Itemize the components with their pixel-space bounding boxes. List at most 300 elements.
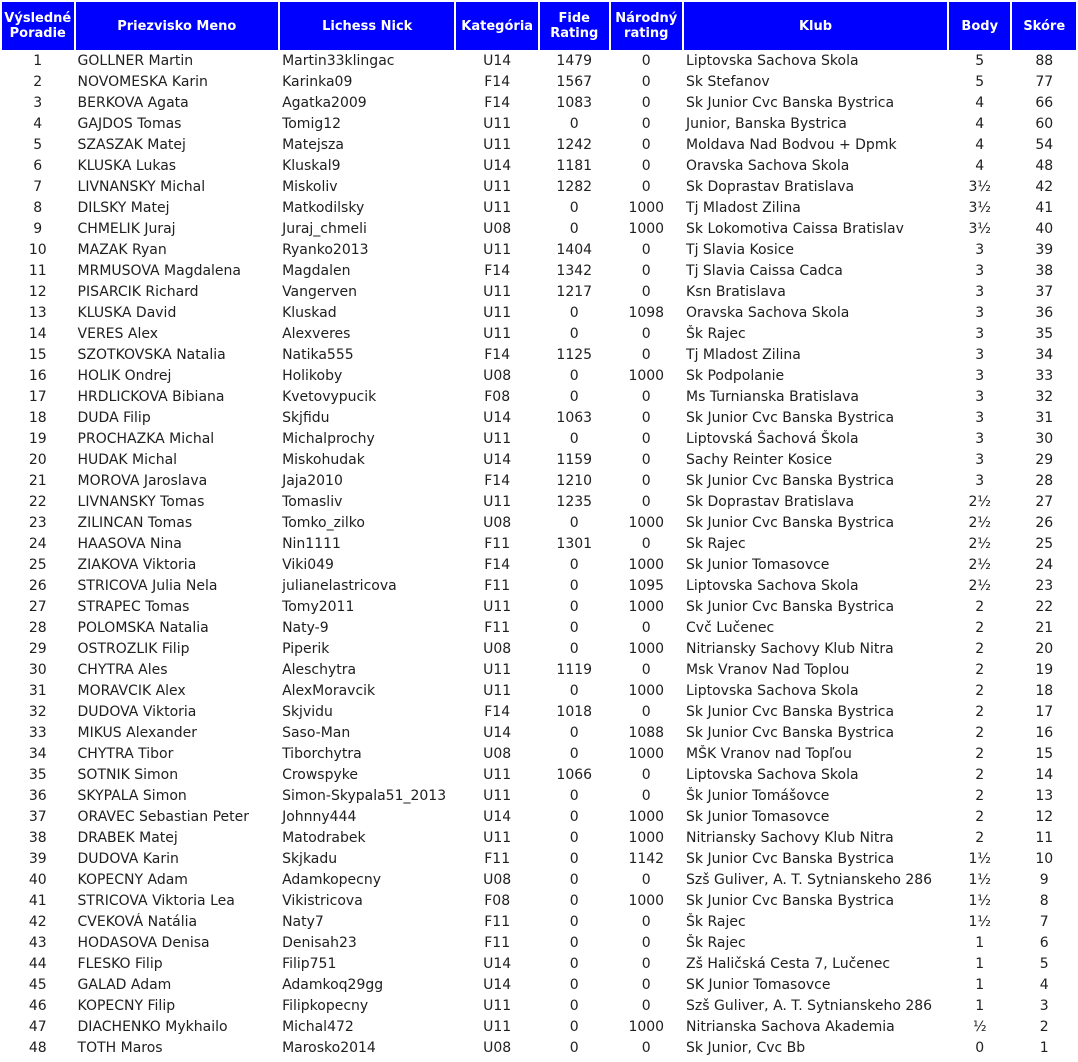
cell-points: 2½ — [968, 515, 991, 531]
cell-category: F11 — [484, 914, 511, 930]
cell-national-rating: 1000 — [628, 221, 665, 237]
cell-lichess-nick: Kvetovypucik — [282, 389, 377, 405]
cell-score: 27 — [1035, 494, 1054, 510]
table-row — [2, 892, 1076, 911]
cell-rank: 31 — [28, 683, 47, 699]
cell-player-name: KLUSKA Lukas — [77, 158, 177, 174]
cell-category: U14 — [483, 158, 512, 174]
cell-rank: 9 — [33, 221, 43, 237]
cell-national-rating: 0 — [641, 788, 651, 804]
cell-player-name: HAASOVA Nina — [77, 536, 182, 552]
cell-club: Sk Junior Tomasovce — [686, 557, 830, 573]
cell-category: U08 — [483, 641, 512, 657]
cell-club: Sk Doprastav Bratislava — [686, 494, 855, 510]
header-row — [2, 2, 1076, 50]
table-row — [2, 220, 1076, 239]
cell-category: F14 — [484, 347, 511, 363]
cell-category: U11 — [483, 1019, 512, 1035]
cell-category: U11 — [483, 788, 512, 804]
cell-club: Sachy Reinter Kosice — [686, 452, 833, 468]
cell-category: U14 — [483, 725, 512, 741]
cell-score: 48 — [1035, 158, 1054, 174]
cell-score: 6 — [1039, 935, 1049, 951]
cell-score: 37 — [1035, 284, 1054, 300]
cell-national-rating: 0 — [641, 326, 651, 342]
cell-fide-rating: 0 — [569, 788, 579, 804]
cell-points: 4 — [975, 158, 985, 174]
table-row — [2, 976, 1076, 995]
cell-fide-rating: 1301 — [556, 536, 593, 552]
table-row — [2, 955, 1076, 974]
cell-score: 4 — [1039, 977, 1049, 993]
cell-category: U14 — [483, 53, 512, 69]
cell-national-rating: 0 — [641, 116, 651, 132]
cell-lichess-nick: Skjvidu — [282, 704, 333, 720]
cell-fide-rating: 0 — [569, 389, 579, 405]
cell-score: 34 — [1035, 347, 1054, 363]
cell-club: Šk Junior Tomášovce — [686, 788, 830, 804]
cell-rank: 22 — [28, 494, 47, 510]
cell-rank: 28 — [28, 620, 47, 636]
cell-lichess-nick: Alexveres — [282, 326, 351, 342]
cell-fide-rating: 0 — [569, 116, 579, 132]
cell-rank: 11 — [28, 263, 47, 279]
cell-player-name: DIACHENKO Mykhailo — [77, 1019, 228, 1035]
cell-fide-rating: 0 — [569, 305, 579, 321]
cell-player-name: FLESKO Filip — [77, 956, 163, 972]
table-row — [2, 640, 1076, 659]
table-row — [2, 703, 1076, 722]
cell-rank: 19 — [28, 431, 47, 447]
cell-lichess-nick: Vikistricova — [282, 893, 363, 909]
cell-rank: 15 — [28, 347, 47, 363]
cell-club: Cvč Lučenec — [686, 620, 775, 636]
cell-rank: 6 — [33, 158, 43, 174]
table-row — [2, 913, 1076, 932]
cell-lichess-nick: Skjfidu — [282, 410, 330, 426]
cell-score: 23 — [1035, 578, 1054, 594]
cell-player-name: HUDAK Michal — [77, 452, 178, 468]
cell-national-rating: 0 — [641, 872, 651, 888]
cell-club: Tj Slavia Kosice — [686, 242, 795, 258]
cell-score: 25 — [1035, 536, 1054, 552]
cell-points: 3½ — [968, 221, 991, 237]
cell-lichess-nick: Simon-Skypala51_2013 — [282, 788, 447, 804]
cell-national-rating: 0 — [641, 389, 651, 405]
cell-rank: 36 — [28, 788, 47, 804]
cell-fide-rating: 0 — [569, 515, 579, 531]
cell-national-rating: 0 — [641, 242, 651, 258]
cell-player-name: STRICOVA Julia Nela — [77, 578, 218, 594]
cell-national-rating: 1000 — [628, 683, 665, 699]
cell-score: 28 — [1035, 473, 1054, 489]
cell-score: 30 — [1035, 431, 1054, 447]
cell-national-rating: 1000 — [628, 200, 665, 216]
cell-category: F14 — [484, 74, 511, 90]
cell-fide-rating: 1083 — [556, 95, 593, 111]
cell-points: 1 — [975, 977, 985, 993]
cell-lichess-nick: Piperik — [282, 641, 330, 657]
cell-rank: 5 — [33, 137, 43, 153]
table-row — [2, 535, 1076, 554]
cell-lichess-nick: Tomy2011 — [282, 599, 355, 615]
cell-lichess-nick: Michalprochy — [282, 431, 375, 447]
cell-category: U11 — [483, 830, 512, 846]
cell-score: 22 — [1035, 599, 1054, 615]
table-row — [2, 850, 1076, 869]
cell-category: U14 — [483, 956, 512, 972]
cell-rank: 27 — [28, 599, 47, 615]
cell-points: 2 — [975, 704, 985, 720]
cell-rank: 16 — [28, 368, 47, 384]
cell-club: Sk Junior Cvc Banska Bystrica — [686, 515, 895, 531]
table-row — [2, 199, 1076, 218]
table-row — [2, 1018, 1076, 1037]
cell-points: 3 — [975, 284, 985, 300]
header-fide-rating: Fide Rating — [540, 2, 609, 50]
cell-player-name: TOTH Maros — [77, 1040, 163, 1056]
cell-fide-rating: 1404 — [556, 242, 593, 258]
cell-rank: 44 — [28, 956, 47, 972]
cell-fide-rating: 0 — [569, 368, 579, 384]
cell-points: 2 — [975, 830, 985, 846]
cell-category: U11 — [483, 242, 512, 258]
table-row — [2, 430, 1076, 449]
cell-category: F08 — [484, 389, 511, 405]
cell-fide-rating: 0 — [569, 641, 579, 657]
cell-fide-rating: 1063 — [556, 410, 593, 426]
cell-player-name: MAZAK Ryan — [77, 242, 167, 258]
cell-points: 2½ — [968, 536, 991, 552]
header-rank: Výsledné Poradie — [2, 2, 74, 50]
cell-points: 4 — [975, 116, 985, 132]
cell-lichess-nick: Aleschytra — [282, 662, 357, 678]
cell-score: 20 — [1035, 641, 1054, 657]
cell-lichess-nick: Miskoliv — [282, 179, 338, 195]
cell-rank: 33 — [28, 725, 47, 741]
cell-player-name: ZILINCAN Tomas — [77, 515, 193, 531]
cell-rank: 35 — [28, 767, 47, 783]
cell-club: Liptovska Sachova Skola — [686, 578, 859, 594]
cell-rank: 43 — [28, 935, 47, 951]
cell-fide-rating: 0 — [569, 830, 579, 846]
cell-points: ½ — [972, 1019, 987, 1035]
cell-fide-rating: 1217 — [556, 284, 593, 300]
table-header — [2, 2, 1076, 50]
table-row — [2, 787, 1076, 806]
cell-score: 36 — [1035, 305, 1054, 321]
cell-points: 0 — [975, 1040, 985, 1056]
cell-player-name: PISARCIK Richard — [77, 284, 199, 300]
cell-category: U11 — [483, 431, 512, 447]
cell-category: U11 — [483, 599, 512, 615]
cell-lichess-nick: AlexMoravcik — [282, 683, 376, 699]
cell-points: 1 — [975, 935, 985, 951]
table-row — [2, 157, 1076, 176]
cell-category: U11 — [483, 116, 512, 132]
table-row — [2, 577, 1076, 596]
cell-category: U11 — [483, 662, 512, 678]
cell-points: 3 — [975, 368, 985, 384]
cell-player-name: GOLLNER Martin — [77, 53, 194, 69]
cell-fide-rating: 0 — [569, 893, 579, 909]
table-row — [2, 472, 1076, 491]
cell-score: 17 — [1035, 704, 1054, 720]
table-row — [2, 52, 1076, 71]
cell-lichess-nick: Filipkopecny — [282, 998, 369, 1014]
cell-category: U11 — [483, 767, 512, 783]
cell-score: 41 — [1035, 200, 1054, 216]
cell-points: 2 — [975, 683, 985, 699]
cell-fide-rating: 0 — [569, 746, 579, 762]
cell-category: U11 — [483, 998, 512, 1014]
cell-fide-rating: 1125 — [556, 347, 593, 363]
cell-club: Szš Guliver, A. T. Sytnianskeho 286 — [686, 998, 933, 1014]
cell-lichess-nick: Tiborchytra — [282, 746, 362, 762]
table-row — [2, 556, 1076, 575]
cell-national-rating: 0 — [641, 473, 651, 489]
cell-category: F11 — [484, 935, 511, 951]
cell-club: Sk Rajec — [686, 536, 746, 552]
cell-player-name: KOPECNY Filip — [77, 998, 176, 1014]
cell-rank: 25 — [28, 557, 47, 573]
cell-national-rating: 0 — [641, 137, 651, 153]
cell-score: 18 — [1035, 683, 1054, 699]
cell-fide-rating: 0 — [569, 914, 579, 930]
header-nick: Lichess Nick — [280, 2, 454, 50]
cell-player-name: DILSKY Matej — [77, 200, 170, 216]
cell-fide-rating: 1018 — [556, 704, 593, 720]
cell-national-rating: 0 — [641, 536, 651, 552]
cell-rank: 41 — [28, 893, 47, 909]
cell-category: U11 — [483, 200, 512, 216]
cell-national-rating: 0 — [641, 284, 651, 300]
cell-points: 1½ — [968, 872, 991, 888]
cell-score: 12 — [1035, 809, 1054, 825]
cell-fide-rating: 0 — [569, 326, 579, 342]
cell-points: 3 — [975, 410, 985, 426]
cell-club: Šk Rajec — [686, 326, 746, 342]
cell-score: 60 — [1035, 116, 1054, 132]
cell-club: MŠK Vranov nad Topľou — [686, 746, 852, 762]
cell-points: 1½ — [968, 851, 991, 867]
cell-points: 2½ — [968, 557, 991, 573]
cell-club: Tj Mladost Zilina — [686, 200, 801, 216]
cell-lichess-nick: Tomasliv — [282, 494, 343, 510]
table-row — [2, 325, 1076, 344]
table-row — [2, 871, 1076, 890]
cell-rank: 46 — [28, 998, 47, 1014]
cell-fide-rating: 0 — [569, 620, 579, 636]
cell-fide-rating: 0 — [569, 221, 579, 237]
table-row — [2, 934, 1076, 953]
cell-fide-rating: 0 — [569, 935, 579, 951]
cell-score: 66 — [1035, 95, 1054, 111]
cell-player-name: CHYTRA Tibor — [77, 746, 174, 762]
cell-score: 3 — [1039, 998, 1049, 1014]
cell-lichess-nick: Naty-9 — [282, 620, 329, 636]
header-score: Skóre — [1012, 2, 1076, 50]
cell-national-rating: 1000 — [628, 809, 665, 825]
cell-club: Nitriansky Sachovy Klub Nitra — [686, 830, 894, 846]
table-row — [2, 367, 1076, 386]
table-row — [2, 346, 1076, 365]
cell-points: 2 — [975, 788, 985, 804]
cell-rank: 30 — [28, 662, 47, 678]
cell-fide-rating: 0 — [569, 809, 579, 825]
cell-category: U14 — [483, 809, 512, 825]
cell-club: Liptovska Sachova Skola — [686, 683, 859, 699]
cell-score: 21 — [1035, 620, 1054, 636]
cell-club: Msk Vranov Nad Toplou — [686, 662, 850, 678]
cell-fide-rating: 1479 — [556, 53, 593, 69]
cell-national-rating: 1098 — [628, 305, 665, 321]
cell-player-name: DUDOVA Viktoria — [77, 704, 197, 720]
cell-category: F11 — [484, 536, 511, 552]
cell-category: U14 — [483, 410, 512, 426]
cell-player-name: SZASZAK Matej — [77, 137, 186, 153]
cell-category: U08 — [483, 1040, 512, 1056]
cell-club: Sk Podpolanie — [686, 368, 785, 384]
table-row — [2, 997, 1076, 1016]
cell-club: Liptovska Sachova Skola — [686, 53, 859, 69]
cell-fide-rating: 1567 — [556, 74, 593, 90]
cell-category: U08 — [483, 515, 512, 531]
table-row — [2, 94, 1076, 113]
cell-rank: 4 — [33, 116, 43, 132]
cell-player-name: LIVNANSKY Tomas — [77, 494, 205, 510]
cell-fide-rating: 0 — [569, 599, 579, 615]
table-row — [2, 619, 1076, 638]
cell-rank: 29 — [28, 641, 47, 657]
cell-club: Tj Mladost Zilina — [686, 347, 801, 363]
cell-club: Sk Junior Cvc Banska Bystrica — [686, 473, 895, 489]
cell-score: 38 — [1035, 263, 1054, 279]
cell-score: 10 — [1035, 851, 1054, 867]
table-row — [2, 661, 1076, 680]
cell-player-name: SOTNIK Simon — [77, 767, 179, 783]
cell-score: 14 — [1035, 767, 1054, 783]
cell-fide-rating: 0 — [569, 683, 579, 699]
table-row — [2, 304, 1076, 323]
cell-national-rating: 0 — [641, 74, 651, 90]
table-row — [2, 766, 1076, 785]
cell-points: 3 — [975, 242, 985, 258]
cell-club: Liptovska Sachova Skola — [686, 767, 859, 783]
cell-lichess-nick: Martin33klingac — [282, 53, 395, 69]
cell-category: F14 — [484, 95, 511, 111]
cell-category: U14 — [483, 452, 512, 468]
cell-rank: 34 — [28, 746, 47, 762]
cell-club: Sk Junior Cvc Banska Bystrica — [686, 95, 895, 111]
cell-score: 42 — [1035, 179, 1054, 195]
cell-player-name: POLOMSKA Natalia — [77, 620, 209, 636]
table-row — [2, 493, 1076, 512]
cell-national-rating: 0 — [641, 53, 651, 69]
cell-fide-rating: 1342 — [556, 263, 593, 279]
cell-national-rating: 0 — [641, 977, 651, 993]
cell-score: 54 — [1035, 137, 1054, 153]
cell-points: 3 — [975, 347, 985, 363]
cell-fide-rating: 0 — [569, 200, 579, 216]
cell-rank: 47 — [28, 1019, 47, 1035]
cell-lichess-nick: Matkodilsky — [282, 200, 365, 216]
cell-club: Sk Doprastav Bratislava — [686, 179, 855, 195]
cell-lichess-nick: julianelastricova — [282, 578, 397, 594]
cell-score: 33 — [1035, 368, 1054, 384]
cell-points: 3½ — [968, 200, 991, 216]
table-body — [2, 52, 1076, 1058]
cell-score: 32 — [1035, 389, 1054, 405]
cell-fide-rating: 0 — [569, 725, 579, 741]
cell-national-rating: 0 — [641, 956, 651, 972]
cell-fide-rating: 1119 — [556, 662, 593, 678]
cell-lichess-nick: Filip751 — [282, 956, 337, 972]
table-row — [2, 262, 1076, 281]
cell-points: 3 — [975, 305, 985, 321]
cell-lichess-nick: Juraj_chmeli — [282, 221, 367, 237]
cell-score: 39 — [1035, 242, 1054, 258]
cell-national-rating: 0 — [641, 704, 651, 720]
cell-club: Junior, Banska Bystrica — [686, 116, 847, 132]
cell-category: F08 — [484, 893, 511, 909]
cell-points: 2½ — [968, 494, 991, 510]
cell-national-rating: 1142 — [628, 851, 665, 867]
cell-player-name: DUDA Filip — [77, 410, 151, 426]
cell-club: Oravska Sachova Skola — [686, 305, 850, 321]
cell-category: U11 — [483, 179, 512, 195]
cell-points: 1½ — [968, 893, 991, 909]
cell-player-name: PROCHAZKA Michal — [77, 431, 215, 447]
table-row — [2, 115, 1076, 134]
cell-lichess-nick: Karinka09 — [282, 74, 353, 90]
table-row — [2, 808, 1076, 827]
cell-rank: 23 — [28, 515, 47, 531]
cell-rank: 20 — [28, 452, 47, 468]
cell-national-rating: 1095 — [628, 578, 665, 594]
cell-national-rating: 0 — [641, 494, 651, 510]
cell-fide-rating: 0 — [569, 578, 579, 594]
cell-rank: 12 — [28, 284, 47, 300]
cell-fide-rating: 1181 — [556, 158, 593, 174]
cell-national-rating: 0 — [641, 620, 651, 636]
cell-category: U11 — [483, 137, 512, 153]
cell-category: U08 — [483, 746, 512, 762]
cell-club: Sk Junior Cvc Banska Bystrica — [686, 893, 895, 909]
cell-club: Nitriansky Sachovy Klub Nitra — [686, 641, 894, 657]
table-row — [2, 514, 1076, 533]
cell-national-rating: 0 — [641, 914, 651, 930]
cell-club: Moldava Nad Bodvou + Dpmk — [686, 137, 897, 153]
cell-lichess-nick: Tomko_zilko — [282, 515, 365, 531]
cell-club: Sk Stefanov — [686, 74, 770, 90]
cell-rank: 42 — [28, 914, 47, 930]
cell-rank: 40 — [28, 872, 47, 888]
cell-national-rating: 0 — [641, 998, 651, 1014]
cell-score: 13 — [1035, 788, 1054, 804]
cell-score: 24 — [1035, 557, 1054, 573]
cell-club: Liptovská Šachová Škola — [686, 431, 859, 447]
cell-rank: 17 — [28, 389, 47, 405]
cell-national-rating: 0 — [641, 347, 651, 363]
cell-club: Ms Turnianska Bratislava — [686, 389, 860, 405]
cell-points: 3 — [975, 431, 985, 447]
table-row — [2, 724, 1076, 743]
cell-score: 26 — [1035, 515, 1054, 531]
cell-score: 2 — [1039, 1019, 1049, 1035]
cell-points: 1 — [975, 956, 985, 972]
cell-score: 16 — [1035, 725, 1054, 741]
